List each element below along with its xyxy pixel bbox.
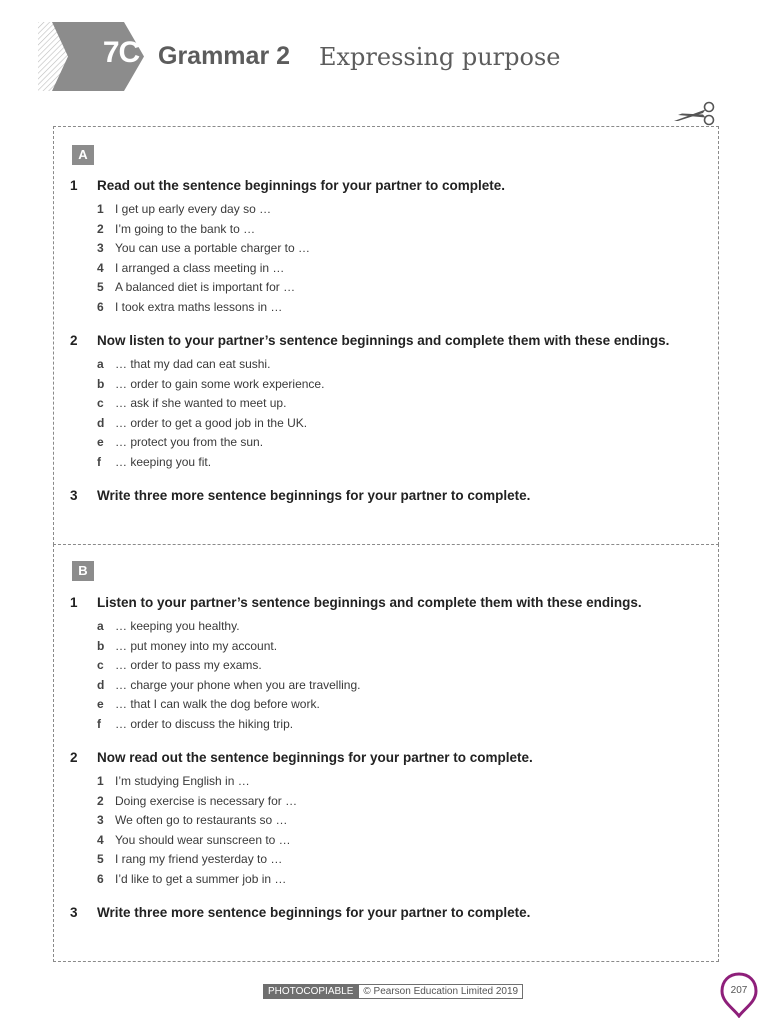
task-number: 1 — [70, 595, 78, 610]
list-item: 4 I arranged a class meeting in … — [97, 260, 285, 275]
list-item: 6 I’d like to get a summer job in … — [97, 871, 287, 886]
task-instruction: Now read out the sentence beginnings for your partner to complete. — [97, 750, 533, 765]
unit-badge — [38, 22, 144, 91]
copyright-text: © Pearson Education Limited 2019 — [358, 984, 523, 999]
item-list — [97, 774, 297, 892]
unit-code: 7C — [102, 36, 140, 69]
list-item: 2 Doing exercise is necessary for … — [97, 793, 298, 808]
list-item: f … keeping you fit. — [97, 454, 212, 469]
list-item: 5 A balanced diet is important for … — [97, 280, 296, 295]
list-item: 3 We often go to restaurants so … — [97, 813, 288, 828]
task-instruction: Read out the sentence beginnings for your partner to complete. — [97, 178, 506, 193]
card-part-a — [53, 126, 719, 545]
task-number: 2 — [70, 333, 78, 348]
list-item: 1 I get up early every day so … — [97, 202, 272, 216]
list-item: d … charge your phone when you are travelling. — [97, 677, 361, 692]
list-item: 3 You can use a portable charger to … — [97, 241, 311, 256]
photocopiable-label: PHOTOCOPIABLE — [263, 984, 358, 999]
page-title: Grammar 2 — [158, 42, 291, 70]
list-item: 1 I’m studying English in … — [97, 774, 250, 788]
list-item: c … order to pass my exams. — [97, 658, 262, 673]
item-list — [97, 357, 324, 475]
page-number: 207 — [730, 985, 748, 996]
task-instruction: Now listen to your partner’s sentence beginnings and complete them with these endings. — [97, 333, 670, 348]
list-item: 5 I rang my friend yesterday to … — [97, 852, 283, 867]
task-number: 3 — [70, 488, 78, 503]
list-item: 6 I took extra maths lessons in … — [97, 299, 283, 314]
item-list — [97, 619, 360, 737]
card-part-b — [53, 544, 719, 962]
task-instruction: Write three more sentence beginnings for your partner to complete. — [97, 905, 531, 920]
list-item: e … protect you from the sun. — [97, 435, 264, 450]
task-number: 1 — [70, 178, 78, 193]
item-list — [97, 202, 310, 320]
footer-copyright — [263, 984, 523, 999]
list-item: b … order to gain some work experience. — [97, 376, 325, 391]
list-item: d … order to get a good job in the UK. — [97, 415, 308, 430]
scissors-icon — [672, 99, 718, 129]
list-item: 2 I’m going to the bank to … — [97, 221, 256, 236]
task-instruction: Listen to your partner’s sentence beginnings and complete them with these endings. — [97, 595, 642, 610]
list-item: f … order to discuss the hiking trip. — [97, 716, 294, 731]
list-item: c … ask if she wanted to meet up. — [97, 396, 287, 411]
list-item: a … that my dad can eat sushi. — [97, 357, 271, 371]
list-item: 4 You should wear sunscreen to … — [97, 832, 291, 847]
task-instruction: Write three more sentence beginnings for your partner to complete. — [97, 488, 531, 503]
task-number: 3 — [70, 905, 78, 920]
part-label-b: B — [72, 561, 94, 581]
page-subtitle: Expressing purpose — [319, 43, 561, 71]
task-number: 2 — [70, 750, 78, 765]
list-item: e … that I can walk the dog before work. — [97, 697, 320, 712]
part-label-a: A — [72, 145, 94, 165]
list-item: a … keeping you healthy. — [97, 619, 240, 633]
list-item: b … put money into my account. — [97, 638, 278, 653]
